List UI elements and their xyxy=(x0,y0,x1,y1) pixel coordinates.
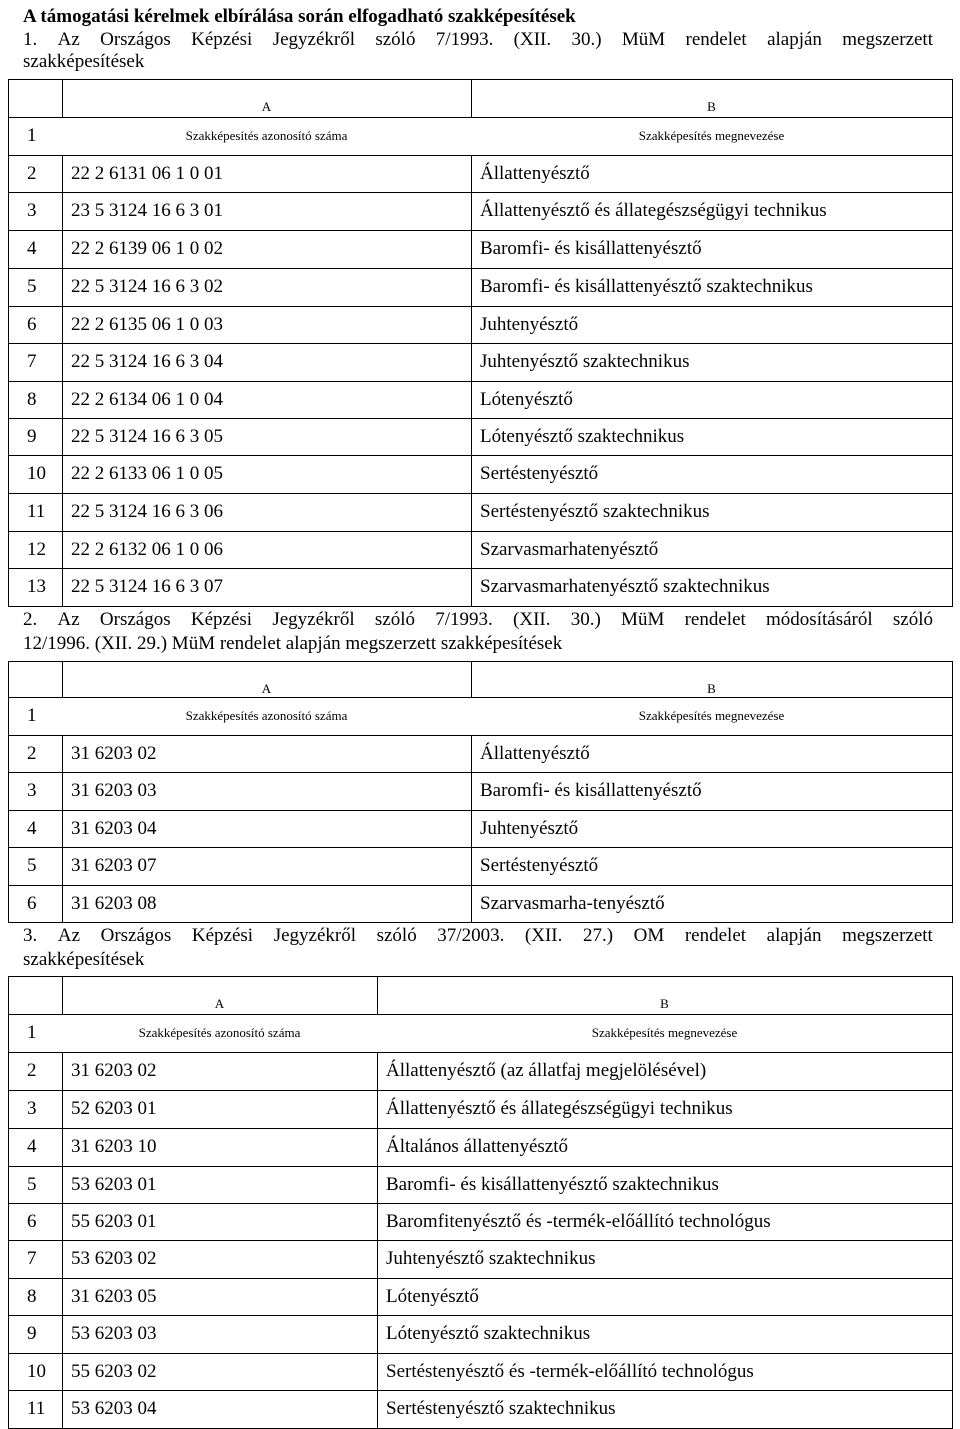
qualification-name: Állattenyésztő és állategészségügyi technikus xyxy=(386,1098,733,1119)
row-number: 8 xyxy=(27,388,37,410)
qualification-code: 22 2 6135 06 1 0 03 xyxy=(71,313,223,335)
table-rule xyxy=(8,1390,952,1391)
row-number: 1 xyxy=(27,705,37,726)
table-border xyxy=(8,976,9,1429)
qualification-name: Szarvasmarhatenyésztő xyxy=(480,538,659,560)
row-number: 5 xyxy=(27,276,37,297)
row-number: 7 xyxy=(27,1248,37,1269)
table-rule xyxy=(8,230,952,231)
column-b-title: Szakképesítés megnevezése xyxy=(638,708,785,723)
table-rule xyxy=(8,343,952,344)
qualification-code: 22 2 6133 06 1 0 05 xyxy=(71,463,223,484)
row-number: 5 xyxy=(27,855,37,876)
table-rule xyxy=(8,1203,952,1204)
table-rule xyxy=(8,1353,952,1354)
qualification-code: 55 6203 01 xyxy=(71,1210,157,1232)
qualification-name: Sertéstenyésztő szaktechnikus xyxy=(386,1398,616,1419)
qualification-code: 22 2 6132 06 1 0 06 xyxy=(71,538,223,560)
qualification-name: Szarvasmarhatenyésztő szaktechnikus xyxy=(480,576,770,597)
qualification-name: Állattenyésztő (az állatfaj megjelölésével) xyxy=(386,1060,707,1081)
table-border xyxy=(952,661,953,923)
section-3-heading-line-2: szakképesítések xyxy=(23,949,145,970)
table-rule xyxy=(8,1014,952,1015)
qualification-name: Baromfi- és kisállattenyésztő xyxy=(480,238,702,259)
table-rule xyxy=(8,268,952,269)
qualification-code: 52 6203 01 xyxy=(71,1098,157,1119)
column-b-header: B xyxy=(707,99,716,114)
qualification-code: 31 6203 03 xyxy=(71,780,157,801)
qualification-name: Juhtenyésztő szaktechnikus xyxy=(386,1248,596,1269)
table-rule xyxy=(8,772,952,773)
qualification-name: Baromfi- és kisállattenyésztő xyxy=(480,780,702,801)
table-rule xyxy=(8,155,952,156)
table-border xyxy=(62,735,63,922)
table-rule xyxy=(8,1240,952,1241)
qualification-name: Általános állattenyésztő xyxy=(386,1136,569,1157)
table-rule xyxy=(8,1278,952,1279)
qualification-name: Juhtenyésztő xyxy=(480,313,579,335)
qualification-name: Sertéstenyésztő szaktechnikus xyxy=(480,501,710,522)
qualification-code: 31 6203 10 xyxy=(71,1136,157,1157)
table-rule xyxy=(8,1166,952,1167)
row-number: 1 xyxy=(27,1022,37,1043)
table-border xyxy=(952,79,953,607)
qualification-name: Juhtenyésztő szaktechnikus xyxy=(480,351,690,372)
column-a-header: A xyxy=(214,996,225,1011)
section-2-heading-line-1: 2. Az Országos Képzési Jegyzékről szóló 7/1993. (XII. 30.) MüM rendelet módosításáról szóló xyxy=(23,609,933,630)
qualification-name: Szarvasmarha-tenyésztő xyxy=(480,892,665,914)
table-rule xyxy=(8,1090,952,1091)
column-a-header: A xyxy=(261,99,272,114)
table-rule xyxy=(8,976,952,977)
table-rule xyxy=(8,493,952,494)
row-number: 9 xyxy=(27,425,37,447)
row-number: 7 xyxy=(27,351,37,372)
row-number: 2 xyxy=(27,742,37,764)
qualification-name: Juhtenyésztő xyxy=(480,817,579,839)
qualification-code: 23 5 3124 16 6 3 01 xyxy=(71,200,223,221)
column-b-title: Szakképesítés megnevezése xyxy=(591,1025,738,1040)
table-border xyxy=(471,155,472,606)
qualification-name: Baromfitenyésztő és -termék-előállító technológus xyxy=(386,1210,771,1232)
table-rule xyxy=(8,418,952,419)
table-rule xyxy=(8,455,952,456)
row-number: 13 xyxy=(27,576,46,597)
section-1-heading-line-2: szakképesítések xyxy=(23,51,145,72)
qualification-name: Sertéstenyésztő xyxy=(480,855,599,876)
qualification-code: 22 5 3124 16 6 3 05 xyxy=(71,425,223,447)
table-border xyxy=(62,155,63,606)
row-number: 4 xyxy=(27,817,37,839)
column-b-header: B xyxy=(660,996,669,1011)
row-number: 4 xyxy=(27,1136,37,1157)
qualification-name: Sertéstenyésztő xyxy=(480,463,599,484)
row-number: 2 xyxy=(27,1060,37,1081)
column-a-title: Szakképesítés azonosító száma xyxy=(138,1025,301,1040)
qualification-name: Állattenyésztő xyxy=(480,742,590,764)
qualification-code: 22 5 3124 16 6 3 02 xyxy=(71,276,223,297)
table-rule xyxy=(8,697,952,698)
row-number: 3 xyxy=(27,780,37,801)
column-b-header: B xyxy=(707,681,716,696)
table-rule xyxy=(8,79,952,80)
qualification-code: 31 6203 08 xyxy=(71,892,157,914)
qualification-name: Lótenyésztő xyxy=(480,388,573,410)
table-rule xyxy=(8,1052,952,1053)
qualification-code: 55 6203 02 xyxy=(71,1360,157,1382)
table-rule xyxy=(8,810,952,811)
row-number: 4 xyxy=(27,238,37,259)
row-number: 6 xyxy=(27,892,37,914)
qualification-code: 53 6203 01 xyxy=(71,1173,157,1195)
row-number: 6 xyxy=(27,313,37,335)
qualification-name: Baromfi- és kisállattenyésztő szaktechnikus xyxy=(480,276,813,297)
page-title: A támogatási kérelmek elbírálása során elfogadható szakképesítések xyxy=(23,6,576,27)
column-a-header: A xyxy=(261,681,272,696)
table-rule xyxy=(8,847,952,848)
table-border xyxy=(8,79,9,607)
table-border xyxy=(471,735,472,922)
row-number: 10 xyxy=(27,1360,46,1382)
section-2-heading-line-2: 12/1996. (XII. 29.) MüM rendelet alapján megszerzett szakképesítések xyxy=(23,633,563,654)
table-rule xyxy=(8,531,952,532)
table-border xyxy=(377,1052,378,1428)
row-number: 3 xyxy=(27,200,37,221)
table-rule xyxy=(8,1128,952,1129)
row-number: 2 xyxy=(27,162,37,184)
qualification-name: Lótenyésztő xyxy=(386,1285,479,1307)
table-border xyxy=(8,661,9,923)
row-number: 12 xyxy=(27,538,46,560)
table-rule xyxy=(8,306,952,307)
qualification-name: Baromfi- és kisállattenyésztő szaktechnikus xyxy=(386,1173,719,1195)
row-number: 3 xyxy=(27,1098,37,1119)
table-rule xyxy=(8,568,952,569)
row-number: 8 xyxy=(27,1285,37,1307)
table-rule xyxy=(8,735,952,736)
table-rule xyxy=(8,885,952,886)
row-number: 9 xyxy=(27,1323,37,1344)
table-rule xyxy=(8,117,952,118)
qualification-code: 31 6203 02 xyxy=(71,742,157,764)
section-3-heading-line-1: 3. Az Országos Képzési Jegyzékről szóló 37/2003. (XII. 27.) OM rendelet alapján megszerzett xyxy=(23,925,933,946)
qualification-code: 53 6203 02 xyxy=(71,1248,157,1269)
table-border xyxy=(62,1052,63,1428)
row-number: 6 xyxy=(27,1210,37,1232)
qualification-name: Állattenyésztő és állategészségügyi technikus xyxy=(480,200,827,221)
qualification-code: 31 6203 02 xyxy=(71,1060,157,1081)
qualification-code: 31 6203 07 xyxy=(71,855,157,876)
table-rule xyxy=(8,192,952,193)
qualification-name: Állattenyésztő xyxy=(480,162,590,184)
row-number: 1 xyxy=(27,125,37,146)
table-rule xyxy=(8,381,952,382)
qualification-code: 31 6203 04 xyxy=(71,817,157,839)
qualification-code: 53 6203 04 xyxy=(71,1398,157,1419)
column-a-title: Szakképesítés azonosító száma xyxy=(185,708,348,723)
qualification-code: 22 5 3124 16 6 3 04 xyxy=(71,351,223,372)
table-rule xyxy=(8,606,952,607)
row-number: 11 xyxy=(27,501,46,522)
table-rule xyxy=(8,922,952,923)
qualification-code: 22 5 3124 16 6 3 07 xyxy=(71,576,223,597)
section-1-heading-line-1: 1. Az Országos Képzési Jegyzékről szóló 7/1993. (XII. 30.) MüM rendelet alapján megszerzett xyxy=(23,29,933,50)
qualification-name: Lótenyésztő szaktechnikus xyxy=(480,425,685,447)
column-b-title: Szakképesítés megnevezése xyxy=(638,128,785,143)
qualification-code: 53 6203 03 xyxy=(71,1323,157,1344)
qualification-code: 22 2 6131 06 1 0 01 xyxy=(71,162,223,184)
qualification-code: 22 2 6139 06 1 0 02 xyxy=(71,238,223,259)
table-rule xyxy=(8,661,952,662)
qualification-name: Lótenyésztő szaktechnikus xyxy=(386,1323,591,1344)
table-border xyxy=(952,976,953,1429)
table-rule xyxy=(8,1315,952,1316)
column-a-title: Szakképesítés azonosító száma xyxy=(185,128,348,143)
row-number: 11 xyxy=(27,1398,46,1419)
row-number: 10 xyxy=(27,463,46,484)
qualification-code: 22 5 3124 16 6 3 06 xyxy=(71,501,223,522)
qualification-name: Sertéstenyésztő és -termék-előállító technológus xyxy=(386,1360,754,1382)
row-number: 5 xyxy=(27,1173,37,1195)
qualification-code: 31 6203 05 xyxy=(71,1285,157,1307)
qualification-code: 22 2 6134 06 1 0 04 xyxy=(71,388,223,410)
